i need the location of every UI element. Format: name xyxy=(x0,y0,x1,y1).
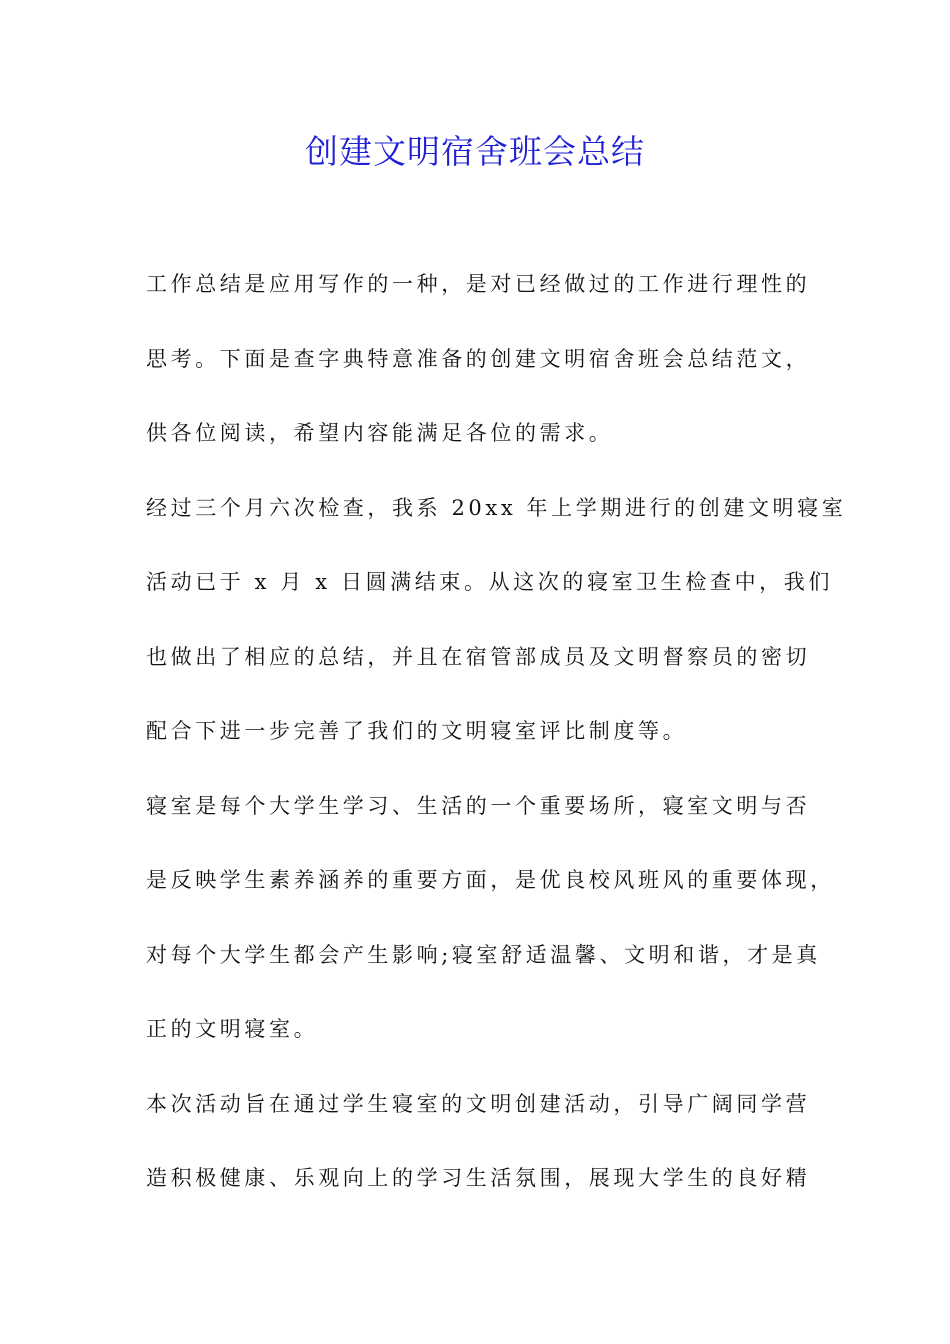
body-line: 经过三个月六次检查，我系 20xx 年上学期进行的创建文明寝室 xyxy=(146,495,847,520)
body-line: 活动已于 x 月 x 日圆满结束。从这次的寝室卫生检查中，我们 xyxy=(146,570,833,594)
body-line: 寝室是每个大学生学习、生活的一个重要场所，寝室文明与否 xyxy=(146,793,811,818)
body-line: 工作总结是应用写作的一种，是对已经做过的工作进行理性的 xyxy=(146,272,811,296)
body-line: 正的文明寝室。 xyxy=(146,1017,319,1041)
body-line: 也做出了相应的总结，并且在宿管部成员及文明督察员的密切 xyxy=(146,644,811,669)
body-line: 供各位阅读，希望内容能满足各位的需求。 xyxy=(146,421,614,445)
body-line: 造积极健康、乐观向上的学习生活氛围，展现大学生的良好精 xyxy=(146,1166,811,1190)
body-line: 本次活动旨在通过学生寝室的文明创建活动，引导广阔同学营 xyxy=(146,1091,811,1116)
body-line: 是反映学生素养涵养的重要方面，是优良校风班风的重要体现， xyxy=(146,868,835,892)
body-line: 思考。下面是查字典特意准备的创建文明宿舍班会总结范文， xyxy=(146,346,811,371)
body-line: 对每个大学生都会产生影响;寝室舒适温馨、文明和谐，才是真 xyxy=(146,942,821,967)
body-line: 配合下进一步完善了我们的文明寝室评比制度等。 xyxy=(146,719,688,743)
document-body xyxy=(146,265,847,1234)
document-title: 创建文明宿舍班会总结 xyxy=(305,132,645,171)
